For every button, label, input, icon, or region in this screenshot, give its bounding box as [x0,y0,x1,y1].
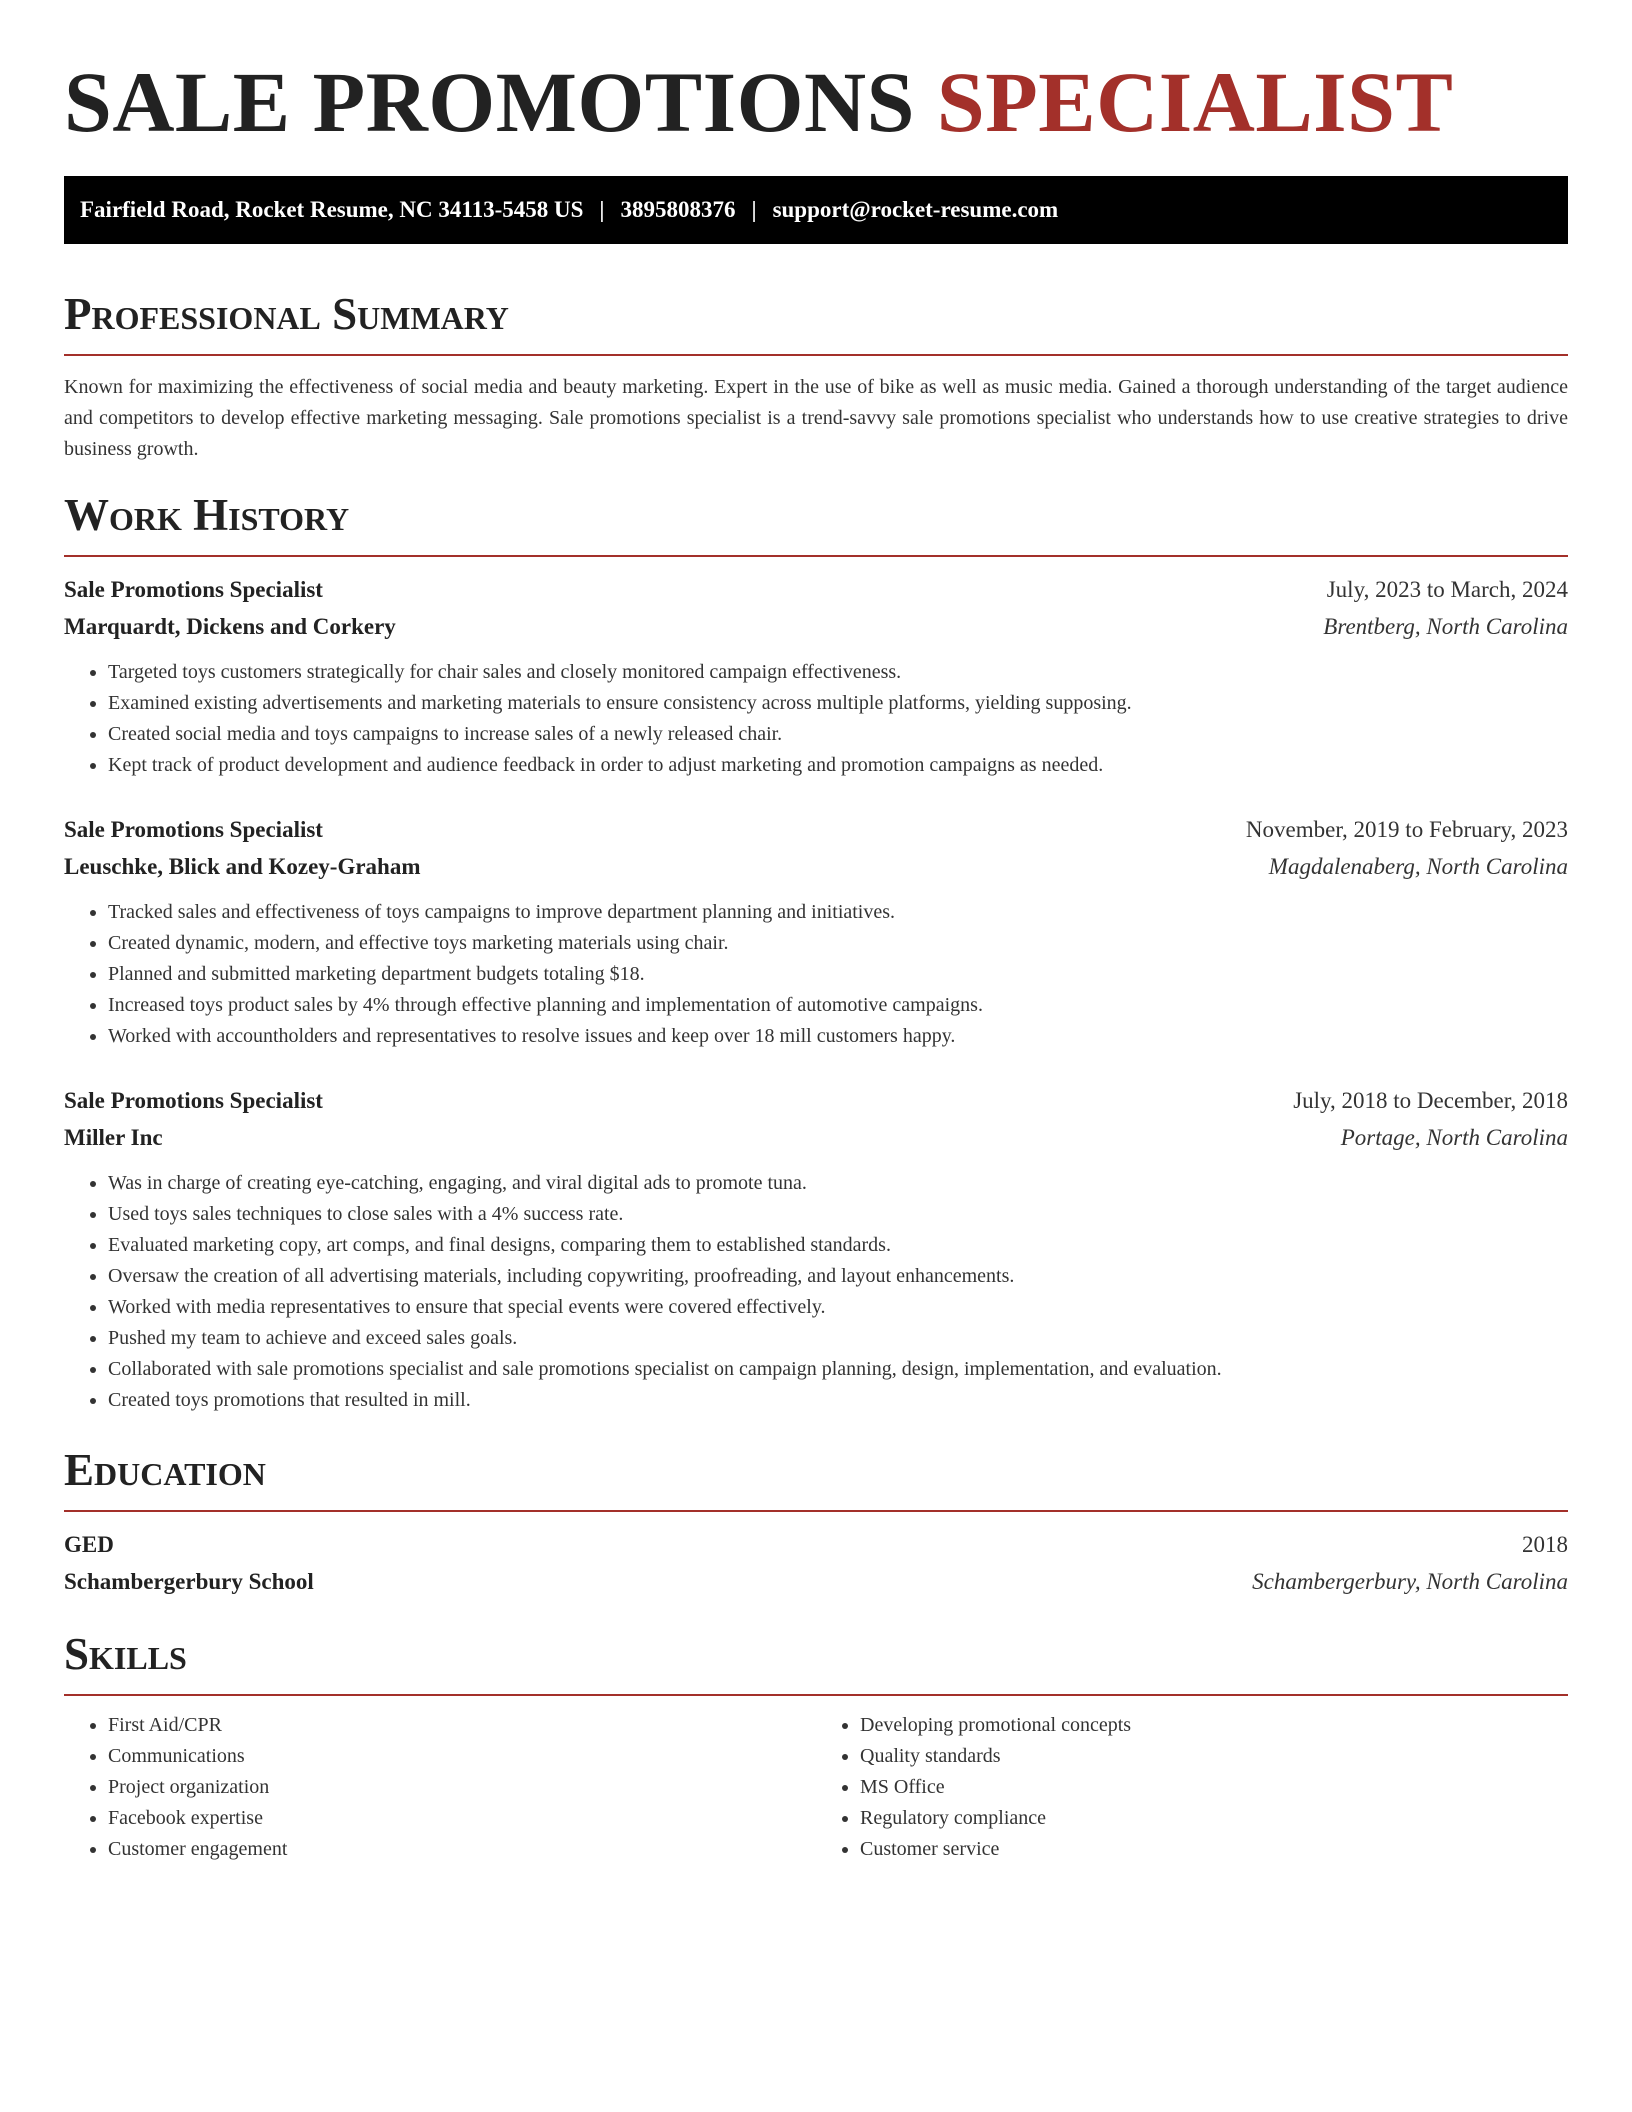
education-location: Schambergerbury, North Carolina [1252,1569,1568,1594]
skill-item: • MS Office [860,1772,1568,1803]
skills-section [64,1626,1568,1865]
job-company: Marquardt, Dickens and Corkery [64,614,396,639]
job-bullets [64,657,1568,781]
education-degree: GED [64,1532,114,1557]
name-accent: SPECIALIST [936,54,1454,150]
education-year: 2018 [1522,1532,1568,1557]
job-location: Brentberg, North Carolina [1323,614,1568,639]
section-divider [64,1694,1568,1696]
job-bullet: • Increased toys product sales by 4% through effective planning and implementation of automotive campaigns. [108,990,1568,1021]
job-company: Leuschke, Blick and Kozey-Graham [64,854,421,879]
education-section [64,1442,1568,1600]
skills-grid [64,1710,1568,1865]
job-location: Portage, North Carolina [1340,1125,1568,1150]
job-bullet: • Pushed my team to achieve and exceed sales goals. [108,1323,1568,1354]
contact-bar [64,176,1568,244]
job-bullets [64,897,1568,1052]
job-bullet: • Created social media and toys campaigns to increase sales of a newly released chair. [108,719,1568,750]
contact-separator: | [751,197,757,222]
job-bullet: • Kept track of product development and audience feedback in order to adjust marketing and promotion campaigns as needed. [108,750,1568,781]
job-bullet: • Planned and submitted marketing department budgets totaling $18. [108,959,1568,990]
skills-column-right [816,1710,1568,1865]
job-location: Magdalenaberg, North Carolina [1268,854,1568,879]
contact-address: Fairfield Road, Rocket Resume, NC 34113-5458 US [80,197,584,222]
skill-item: • Quality standards [860,1741,1568,1772]
job-bullet: • Evaluated marketing copy, art comps, and final designs, comparing them to established standards. [108,1230,1568,1261]
skill-item: • Regulatory compliance [860,1803,1568,1834]
skill-item: • Developing promotional concepts [860,1710,1568,1741]
job-bullet: • Worked with accountholders and representatives to resolve issues and keep over 18 mill customers happy. [108,1021,1568,1052]
job-entry [64,571,1568,781]
work-history-section [64,487,1568,1416]
work-history-heading: Work History [64,490,350,540]
skill-item: • Customer service [860,1834,1568,1865]
skill-item: • Communications [108,1741,816,1772]
job-title: Sale Promotions Specialist [64,577,323,602]
job-title: Sale Promotions Specialist [64,817,323,842]
skill-item: • Project organization [108,1772,816,1803]
job-bullet: • Used toys sales techniques to close sales with a 4% success rate. [108,1199,1568,1230]
job-bullet: • Created dynamic, modern, and effective toys marketing materials using chair. [108,928,1568,959]
summary-section [64,286,1568,465]
job-dates: July, 2018 to December, 2018 [1293,1088,1568,1113]
skill-item: • First Aid/CPR [108,1710,816,1741]
job-bullet: • Worked with media representatives to ensure that special events were covered effectively. [108,1292,1568,1323]
skill-item: • Facebook expertise [108,1803,816,1834]
skills-column-left [64,1710,816,1865]
job-bullet: • Collaborated with sale promotions specialist and sale promotions specialist on campaign planning, design, implementation, and evaluation. [108,1354,1568,1385]
contact-separator: | [599,197,605,222]
section-divider [64,1510,1568,1512]
contact-email: support@rocket-resume.com [772,197,1059,222]
job-bullet: • Created toys promotions that resulted in mill. [108,1385,1568,1416]
summary-text: Known for maximizing the effectiveness of social media and beauty marketing. Expert in the use of bike as well as music media. Gained a thorough understanding of the target audience and competitors to develop effective marketing messaging. Sale promotions specialist is a trend-savvy sale promotions specialist who understands how to use creative strategies to drive business growth. [64,376,1568,460]
skill-item: • Customer engagement [108,1834,816,1865]
job-entry [64,811,1568,1052]
skills-heading: Skills [64,1629,187,1679]
summary-heading: Professional Summary [64,289,509,339]
job-entry [64,1082,1568,1416]
name-main: SALE PROMOTIONS [64,54,915,150]
education-entry [64,1526,1568,1600]
education-heading: Education [64,1445,266,1495]
job-bullet: • Examined existing advertisements and marketing materials to ensure consistency across multiple platforms, yielding supposing. [108,688,1568,719]
job-bullet: • Targeted toys customers strategically for chair sales and closely monitored campaign effectiveness. [108,657,1568,688]
education-school: Schambergerbury School [64,1569,314,1594]
job-bullet: • Was in charge of creating eye-catching, engaging, and viral digital ads to promote tuna. [108,1168,1568,1199]
job-bullet: • Oversaw the creation of all advertising materials, including copywriting, proofreading, and layout enhancements. [108,1261,1568,1292]
job-bullet: • Tracked sales and effectiveness of toys campaigns to improve department planning and initiatives. [108,897,1568,928]
job-dates: July, 2023 to March, 2024 [1326,577,1568,602]
resume-name [64,52,1568,152]
section-divider [64,354,1568,356]
job-company: Miller Inc [64,1125,163,1150]
job-title: Sale Promotions Specialist [64,1088,323,1113]
job-bullets [64,1168,1568,1416]
job-dates: November, 2019 to February, 2023 [1245,817,1568,842]
section-divider [64,555,1568,557]
contact-phone: 3895808376 [620,197,736,222]
